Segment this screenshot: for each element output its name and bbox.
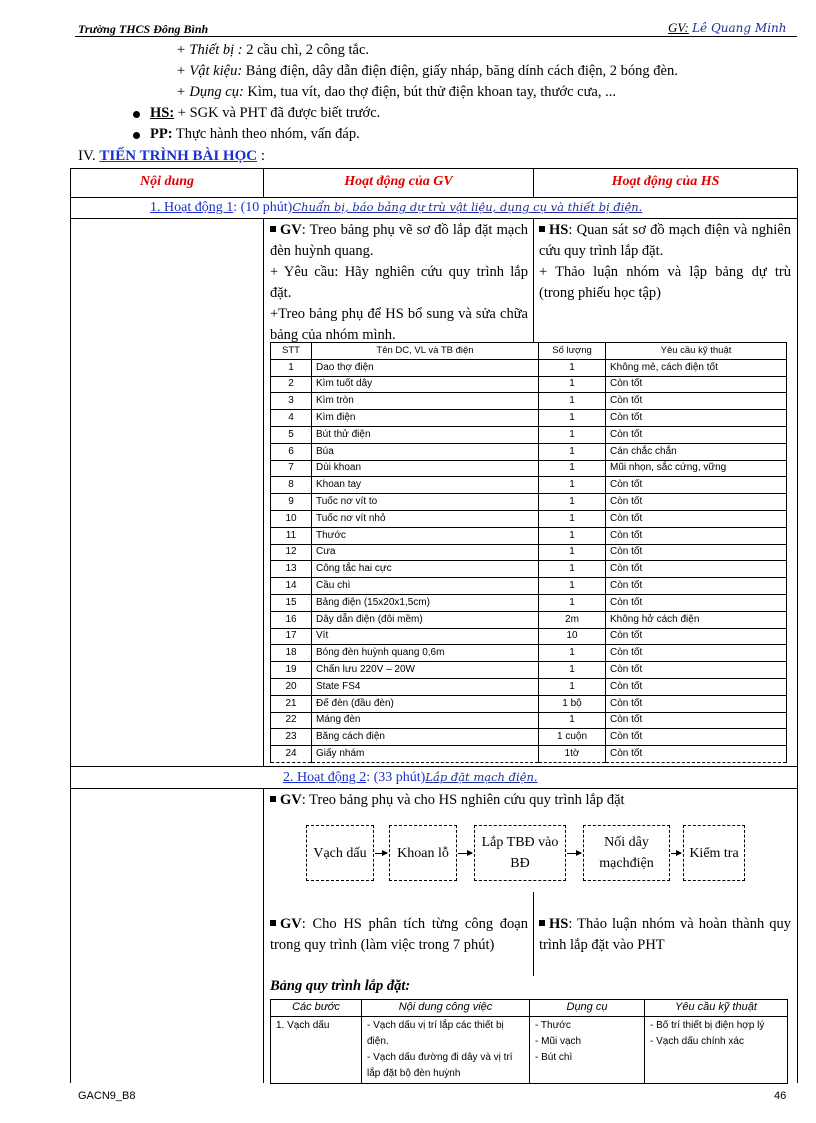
row-name: Búa bbox=[312, 443, 539, 460]
teacher-signature: Lê Quang Minh bbox=[692, 21, 787, 35]
row-req: Mũi nhọn, sắc cứng, vững bbox=[606, 460, 787, 477]
gv-text: +Treo bảng phụ để HS bổ sung và sửa chữa bảng của nhóm mình. bbox=[270, 306, 528, 343]
table-row bbox=[271, 712, 787, 729]
row-name: Tuốc nơ vít to bbox=[312, 494, 539, 511]
row-stt: 9 bbox=[271, 494, 312, 511]
row-req: Còn tốt bbox=[606, 527, 787, 544]
table-row bbox=[271, 628, 787, 645]
arrow-right-icon bbox=[567, 853, 581, 854]
method-label: PP: bbox=[150, 126, 173, 142]
row-stt: 1 bbox=[271, 359, 312, 376]
gv-label: GV bbox=[280, 916, 302, 932]
gv-label: GV bbox=[280, 222, 302, 238]
row-qty: 1 bbox=[539, 678, 606, 695]
row-name: Cầu chì bbox=[312, 578, 539, 595]
row-name: Bóng đèn huỳnh quang 0,6m bbox=[312, 645, 539, 662]
row-req: Còn tốt bbox=[606, 678, 787, 695]
row-req: Không hở cách điện bbox=[606, 611, 787, 628]
section-title bbox=[78, 148, 265, 165]
header-rule bbox=[75, 36, 797, 37]
materials-line bbox=[176, 63, 678, 80]
method-value: Thực hành theo nhóm, vấn đáp. bbox=[172, 126, 360, 142]
equipment-value: 2 cầu chì, 2 công tắc. bbox=[242, 42, 369, 58]
row-stt: 3 bbox=[271, 393, 312, 410]
row-name: Băng cách điện bbox=[312, 729, 539, 746]
row-stt: 22 bbox=[271, 712, 312, 729]
row-stt: 11 bbox=[271, 527, 312, 544]
row-req: Còn tốt bbox=[606, 410, 787, 427]
row-qty: 2m bbox=[539, 611, 606, 628]
table-row bbox=[271, 393, 787, 410]
materials-value: Bảng điện, dây dẫn điện điện, giấy nháp, băng dính cách điện, 2 bóng đèn. bbox=[242, 63, 678, 79]
row-name: Thước bbox=[312, 527, 539, 544]
activity-2-label: 2. Hoạt động 2 bbox=[283, 770, 367, 785]
row-req: Còn tốt bbox=[606, 746, 787, 763]
step-cell: 1. Vạch dấu bbox=[271, 1017, 362, 1084]
table-row bbox=[271, 645, 787, 662]
requirement-line: - Vạch dấu chính xác bbox=[650, 1036, 744, 1047]
row-qty: 1 bbox=[539, 527, 606, 544]
row-stt: 18 bbox=[271, 645, 312, 662]
activity-1-note: Chuẩn bị, báo bảng dự trù vật liệu, dụng cụ và thiết bị điện. bbox=[292, 200, 643, 214]
row-qty: 1 bbox=[539, 645, 606, 662]
tools-line bbox=[176, 84, 616, 101]
student-activity-1 bbox=[539, 220, 791, 304]
row-req: Còn tốt bbox=[606, 510, 787, 527]
content-line: - Vạch dấu vị trí lắp các thiết bị điện. bbox=[367, 1020, 504, 1047]
row-name: Bút thử điện bbox=[312, 426, 539, 443]
method-line bbox=[150, 126, 360, 143]
arrow-right-icon bbox=[671, 853, 681, 854]
row-req: Còn tốt bbox=[606, 376, 787, 393]
col-qty: Số lượng bbox=[539, 343, 606, 360]
row-stt: 2 bbox=[271, 376, 312, 393]
requirements-cell bbox=[645, 1017, 788, 1084]
requirement-line: - Bố trí thiết bị điện hợp lý bbox=[650, 1020, 765, 1031]
row-name: Vít bbox=[312, 628, 539, 645]
flow-step-1: Vạch dấu bbox=[306, 825, 374, 881]
header-teacher: Hoạt động của GV bbox=[344, 174, 453, 189]
row-qty: 1 bbox=[539, 376, 606, 393]
row-req: Còn tốt bbox=[606, 426, 787, 443]
teacher-label bbox=[668, 20, 787, 36]
row-req: Còn tốt bbox=[606, 544, 787, 561]
page-number: 46 bbox=[774, 1090, 787, 1102]
activity-2-title bbox=[283, 770, 538, 786]
row-qty: 1 bbox=[539, 426, 606, 443]
square-bullet-icon bbox=[270, 920, 276, 926]
row-req: Còn tốt bbox=[606, 628, 787, 645]
row-req: Còn tốt bbox=[606, 712, 787, 729]
table-row-divider bbox=[70, 218, 798, 219]
activity-2-note: Lắp đặt mạch điện. bbox=[425, 770, 538, 784]
row-qty: 1 bbox=[539, 561, 606, 578]
row-req: Không mẻ, cách điện tốt bbox=[606, 359, 787, 376]
row-qty: 1 bbox=[539, 662, 606, 679]
col-steps: Các bước bbox=[271, 1000, 362, 1017]
row-name: Bảng điện (15x20x1,5cm) bbox=[312, 594, 539, 611]
row-stt: 7 bbox=[271, 460, 312, 477]
row-name: Máng đèn bbox=[312, 712, 539, 729]
activity-1-time: : (10 phút) bbox=[233, 200, 293, 215]
flow-step-5: Kiểm tra bbox=[683, 825, 745, 881]
hs-text: + Thảo luận nhóm và lập bảng dự trù (trong phiếu học tập) bbox=[539, 264, 791, 301]
hs-text: : Quan sát sơ đồ mạch điện và nghiên cứu quy trình lắp đặt. bbox=[539, 222, 791, 259]
row-req: Còn tốt bbox=[606, 561, 787, 578]
tool-line: - Bút chì bbox=[535, 1052, 573, 1063]
row-qty: 1 bbox=[539, 443, 606, 460]
row-stt: 13 bbox=[271, 561, 312, 578]
row-qty: 1 cuộn bbox=[539, 729, 606, 746]
row-qty: 1 bbox=[539, 544, 606, 561]
row-name: Đế đèn (đầu đèn) bbox=[312, 695, 539, 712]
table-col-divider bbox=[263, 218, 264, 766]
table-row-divider bbox=[70, 197, 798, 198]
col-req: Yêu cầu kỹ thuật bbox=[606, 343, 787, 360]
table-row bbox=[271, 376, 787, 393]
table-border-top bbox=[70, 168, 798, 169]
row-name: Kìm tuốt dây bbox=[312, 376, 539, 393]
row-name: Khoan tay bbox=[312, 477, 539, 494]
equipment-line bbox=[176, 42, 369, 59]
process-title: Bảng quy trình lắp đặt: bbox=[270, 978, 411, 994]
row-qty: 1 bbox=[539, 410, 606, 427]
col-content: Nội dung công việc bbox=[362, 1000, 530, 1017]
hs-label: HS bbox=[549, 222, 569, 238]
table-border-right bbox=[797, 168, 798, 1083]
row-req: Còn tốt bbox=[606, 578, 787, 595]
gv-text: : Treo bảng phụ và cho HS nghiên cứu quy trình lắp đặt bbox=[301, 792, 625, 808]
row-stt: 23 bbox=[271, 729, 312, 746]
table-row bbox=[271, 746, 787, 763]
row-qty: 1 bbox=[539, 578, 606, 595]
row-stt: 16 bbox=[271, 611, 312, 628]
flow-step-4: Nối dây mạchđiện bbox=[583, 825, 670, 881]
row-req: Còn tốt bbox=[606, 645, 787, 662]
header-student: Hoạt động của HS bbox=[611, 174, 720, 189]
table-row bbox=[271, 578, 787, 595]
hs-text: : Thảo luận nhóm và hoàn thành quy trình lắp đặt vào PHT bbox=[539, 916, 791, 953]
table-border-left bbox=[70, 168, 71, 1083]
row-name: Dây dẫn điện (đôi mềm) bbox=[312, 611, 539, 628]
row-name: Dao thợ điện bbox=[312, 359, 539, 376]
tool-line: - Thước bbox=[535, 1020, 571, 1031]
row-qty: 1 bbox=[539, 510, 606, 527]
row-qty: 10 bbox=[539, 628, 606, 645]
activity-2-time: : (33 phút) bbox=[366, 770, 426, 785]
row-qty: 1 bbox=[539, 712, 606, 729]
table-row bbox=[271, 594, 787, 611]
table-row bbox=[271, 695, 787, 712]
school-name: Trường THCS Đông Bình bbox=[78, 22, 209, 36]
table-row bbox=[271, 611, 787, 628]
teacher-activity-2 bbox=[270, 790, 790, 811]
gv-text: : Cho HS phân tích từng công đoạn trong quy trình (làm việc trong 7 phút) bbox=[270, 916, 528, 953]
row-req: Còn tốt bbox=[606, 729, 787, 746]
row-stt: 6 bbox=[271, 443, 312, 460]
row-req: Còn tốt bbox=[606, 594, 787, 611]
square-bullet-icon bbox=[270, 226, 276, 232]
footer-code: GACN9_B8 bbox=[78, 1090, 136, 1102]
tools-table bbox=[270, 342, 787, 763]
tools-table-header bbox=[271, 343, 787, 360]
flow-step-2: Khoan lỗ bbox=[389, 825, 457, 881]
activity-1-label: 1. Hoạt động 1 bbox=[150, 200, 234, 215]
content-line: - Vạch dấu đường đi dây và vị trí lắp đặt bộ đèn huỳnh bbox=[367, 1052, 513, 1079]
students-value: + SGK và PHT đã được biết trước. bbox=[174, 105, 381, 121]
row-stt: 4 bbox=[271, 410, 312, 427]
col-stt: STT bbox=[271, 343, 312, 360]
row-stt: 17 bbox=[271, 628, 312, 645]
table-col-divider bbox=[533, 892, 534, 976]
tool-line: - Mũi vạch bbox=[535, 1036, 582, 1047]
row-req: Còn tốt bbox=[606, 494, 787, 511]
gv-text: : Treo bảng phụ vẽ sơ đồ lắp đặt mạch đèn huỳnh quang. bbox=[270, 222, 528, 259]
row-name: Kìm điện bbox=[312, 410, 539, 427]
table-row bbox=[271, 662, 787, 679]
col-name: Tên DC, VL và TB điện bbox=[312, 343, 539, 360]
table-row bbox=[271, 443, 787, 460]
row-name: Công tắc hai cực bbox=[312, 561, 539, 578]
table-row bbox=[271, 510, 787, 527]
table-row bbox=[271, 477, 787, 494]
row-stt: 24 bbox=[271, 746, 312, 763]
table-row bbox=[271, 527, 787, 544]
square-bullet-icon bbox=[539, 226, 545, 232]
table-row bbox=[271, 729, 787, 746]
section-heading: TIẾN TRÌNH BÀI HỌC bbox=[99, 148, 258, 164]
row-stt: 19 bbox=[271, 662, 312, 679]
row-req: Còn tốt bbox=[606, 695, 787, 712]
row-qty: 1 bộ bbox=[539, 695, 606, 712]
table-col-divider bbox=[533, 218, 534, 342]
row-req: Còn tốt bbox=[606, 393, 787, 410]
arrow-right-icon bbox=[375, 853, 387, 854]
row-name: Dùi khoan bbox=[312, 460, 539, 477]
flow-step-3: Lắp TBĐ vào BĐ bbox=[474, 825, 566, 881]
row-name: Giấy nhám bbox=[312, 746, 539, 763]
table-row bbox=[271, 426, 787, 443]
section-suffix: : bbox=[257, 148, 266, 164]
table-row bbox=[271, 494, 787, 511]
row-stt: 15 bbox=[271, 594, 312, 611]
students-label: HS: bbox=[150, 105, 175, 121]
materials-label: + Vật kiệu: bbox=[176, 63, 243, 79]
content-cell bbox=[362, 1017, 530, 1084]
gv-text: + Yêu cầu: Hãy nghiên cứu quy trình lắp đặt. bbox=[270, 264, 528, 301]
table-row bbox=[271, 1017, 788, 1084]
hs-label: HS bbox=[549, 916, 569, 932]
row-stt: 10 bbox=[271, 510, 312, 527]
row-qty: 1 bbox=[539, 393, 606, 410]
row-qty: 1 bbox=[539, 359, 606, 376]
header-content: Nội dung bbox=[139, 174, 195, 189]
row-qty: 1 bbox=[539, 460, 606, 477]
tools-value: Kìm, tua vít, dao thợ điện, bút thử điện khoan tay, thước cưa, ... bbox=[243, 84, 616, 100]
row-qty: 1 bbox=[539, 494, 606, 511]
row-name: State FS4 bbox=[312, 678, 539, 695]
row-name: Kìm tròn bbox=[312, 393, 539, 410]
tools-label: + Dụng cụ: bbox=[176, 84, 244, 100]
row-name: Tuốc nơ vít nhỏ bbox=[312, 510, 539, 527]
row-qty: 1tờ bbox=[539, 746, 606, 763]
table-row bbox=[271, 678, 787, 695]
teacher-activity-3 bbox=[270, 914, 528, 956]
table-row bbox=[271, 410, 787, 427]
table-row-divider bbox=[70, 766, 798, 767]
square-bullet-icon bbox=[270, 796, 276, 802]
table-row bbox=[271, 544, 787, 561]
table-row bbox=[271, 460, 787, 477]
row-stt: 20 bbox=[271, 678, 312, 695]
row-stt: 21 bbox=[271, 695, 312, 712]
row-stt: 14 bbox=[271, 578, 312, 595]
arrow-right-icon bbox=[458, 853, 472, 854]
row-qty: 1 bbox=[539, 594, 606, 611]
table-row-divider bbox=[70, 788, 798, 789]
col-requirements: Yêu cầu kỹ thuật bbox=[645, 1000, 788, 1017]
gv-label: GV bbox=[280, 792, 302, 808]
square-bullet-icon bbox=[539, 920, 545, 926]
row-req: Còn tốt bbox=[606, 662, 787, 679]
col-tools: Dụng cụ bbox=[530, 1000, 645, 1017]
student-activity-2 bbox=[539, 914, 791, 956]
table-row bbox=[271, 561, 787, 578]
bullet-icon bbox=[133, 132, 140, 139]
activity-1-title bbox=[150, 200, 642, 216]
gv-label: GV: bbox=[668, 20, 689, 35]
row-stt: 12 bbox=[271, 544, 312, 561]
process-table bbox=[270, 999, 788, 1084]
row-req: Cán chắc chắn bbox=[606, 443, 787, 460]
table-col-divider bbox=[263, 788, 264, 1083]
tools-cell bbox=[530, 1017, 645, 1084]
row-req: Còn tốt bbox=[606, 477, 787, 494]
row-name: Chấn lưu 220V – 20W bbox=[312, 662, 539, 679]
table-row bbox=[271, 359, 787, 376]
equipment-label: + Thiết bị : bbox=[176, 42, 243, 58]
row-stt: 5 bbox=[271, 426, 312, 443]
bullet-icon bbox=[133, 111, 140, 118]
section-number: IV. bbox=[78, 148, 96, 164]
students-line bbox=[150, 105, 380, 122]
row-qty: 1 bbox=[539, 477, 606, 494]
row-stt: 8 bbox=[271, 477, 312, 494]
process-table-header bbox=[271, 1000, 788, 1017]
teacher-activity-1 bbox=[270, 220, 528, 346]
row-name: Cưa bbox=[312, 544, 539, 561]
